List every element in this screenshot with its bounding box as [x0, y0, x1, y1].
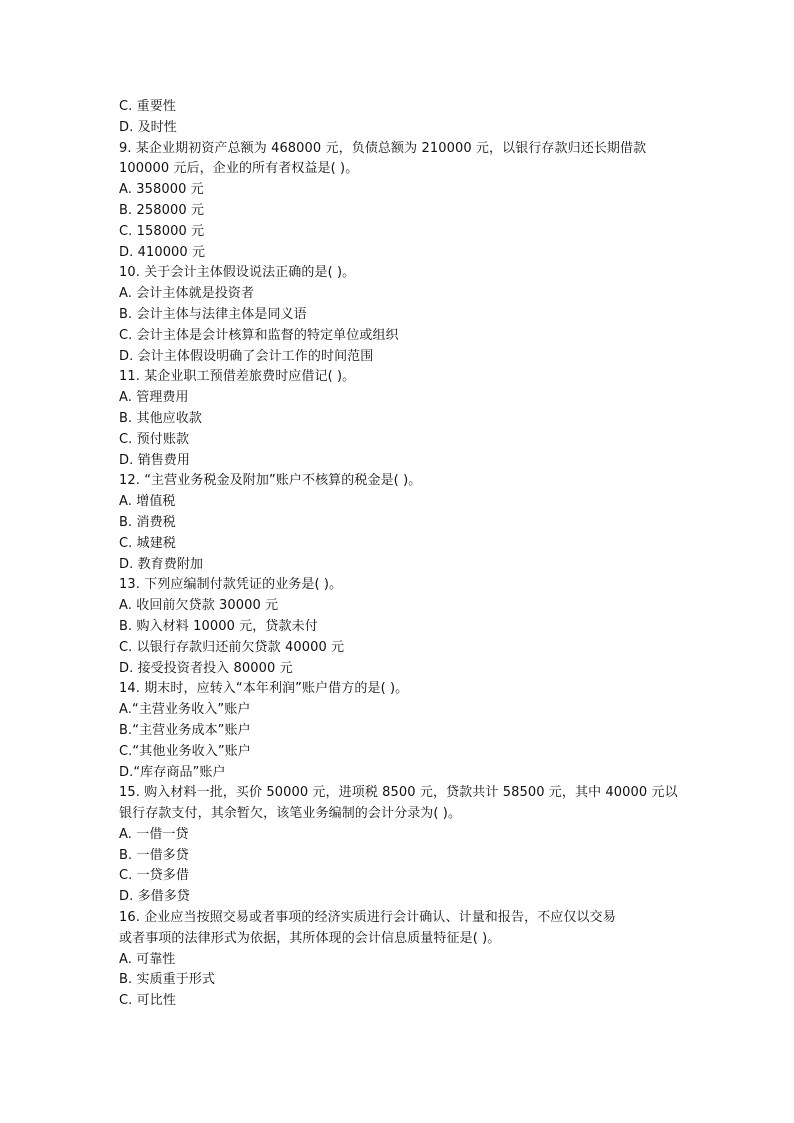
text-line: A. 358000 元 — [119, 182, 204, 198]
text-line: A. 管理费用 — [119, 390, 189, 406]
text-line: B. 消费税 — [119, 514, 176, 530]
text-line: C. 以银行存款归还前欠贷款 40000 元 — [119, 639, 345, 655]
text-line: B. 实质重于形式 — [119, 972, 216, 988]
document-page — [119, 97, 699, 1012]
text-line: A. 收回前欠贷款 30000 元 — [119, 598, 279, 614]
text-line: 或者事项的法律形式为依据，其所体现的会计信息质量特征是( )。 — [119, 930, 501, 946]
text-line: A. 可靠性 — [119, 951, 176, 967]
text-line: D. 会计主体假设明确了会计工作的时间范围 — [119, 348, 374, 364]
text-line: C. 预付账款 — [119, 431, 190, 447]
text-line: 100000 元后，企业的所有者权益是( )。 — [119, 161, 359, 177]
text-line: 9. 某企业期初资产总额为 468000 元，负债总额为 210000 元，以银行存款归还长期借款 — [119, 140, 647, 156]
text-line: 16. 企业应当按照交易或者事项的经济实质进行会计确认、计量和报告，不应仅以交易 — [119, 910, 616, 926]
text-line: D. 接受投资者投入 80000 元 — [119, 660, 293, 676]
text-line: C. 城建税 — [119, 535, 176, 551]
text-line: 14. 期末时，应转入“本年利润”账户借方的是( )。 — [119, 681, 409, 697]
text-line: 银行存款支付，其余暂欠，该笔业务编制的会计分录为( )。 — [119, 806, 462, 822]
text-line: C.“其他业务收入”账户 — [119, 743, 251, 759]
text-line: D. 教育费附加 — [119, 556, 204, 572]
text-line: D. 多借多贷 — [119, 889, 190, 905]
text-line: 11. 某企业职工预借差旅费时应借记( )。 — [119, 369, 356, 385]
text-line: C. 重要性 — [119, 99, 176, 114]
text-line: 13. 下列应编制付款凭证的业务是( )。 — [119, 577, 343, 593]
text-line: D. 410000 元 — [119, 244, 206, 260]
text-line: B. 258000 元 — [119, 202, 205, 218]
text-line: B. 会计主体与法律主体是同义语 — [119, 306, 307, 322]
text-line: A. 增值税 — [119, 494, 176, 510]
text-line: D. 及时性 — [119, 119, 177, 135]
text-line: 12. “主营业务税金及附加”账户不核算的税金是( )。 — [119, 473, 422, 489]
text-line: D.“库存商品”账户 — [119, 764, 226, 780]
text-line: B. 一借多贷 — [119, 847, 189, 863]
text-line: A. 会计主体就是投资者 — [119, 286, 255, 302]
text-line: A.“主营业务收入”账户 — [119, 702, 251, 718]
text-line: C. 一贷多借 — [119, 868, 190, 884]
text-line: C. 158000 元 — [119, 223, 205, 239]
text-line: D. 销售费用 — [119, 452, 190, 468]
text-line: C. 会计主体是会计核算和监督的特定单位或组织 — [119, 327, 399, 343]
text-line: A. 一借一贷 — [119, 826, 189, 842]
text-line: 15. 购入材料一批，买价 50000 元，进项税 8500 元，贷款共计 58500 元，其中 40000 元以 — [119, 785, 678, 801]
text-line: B. 购入材料 10000 元，贷款未付 — [119, 618, 318, 634]
text-line: B.“主营业务成本”账户 — [119, 722, 251, 738]
text-line: 10. 关于会计主体假设说法正确的是( )。 — [119, 265, 356, 281]
text-line: B. 其他应收款 — [119, 410, 202, 426]
text-line: C. 可比性 — [119, 993, 176, 1009]
